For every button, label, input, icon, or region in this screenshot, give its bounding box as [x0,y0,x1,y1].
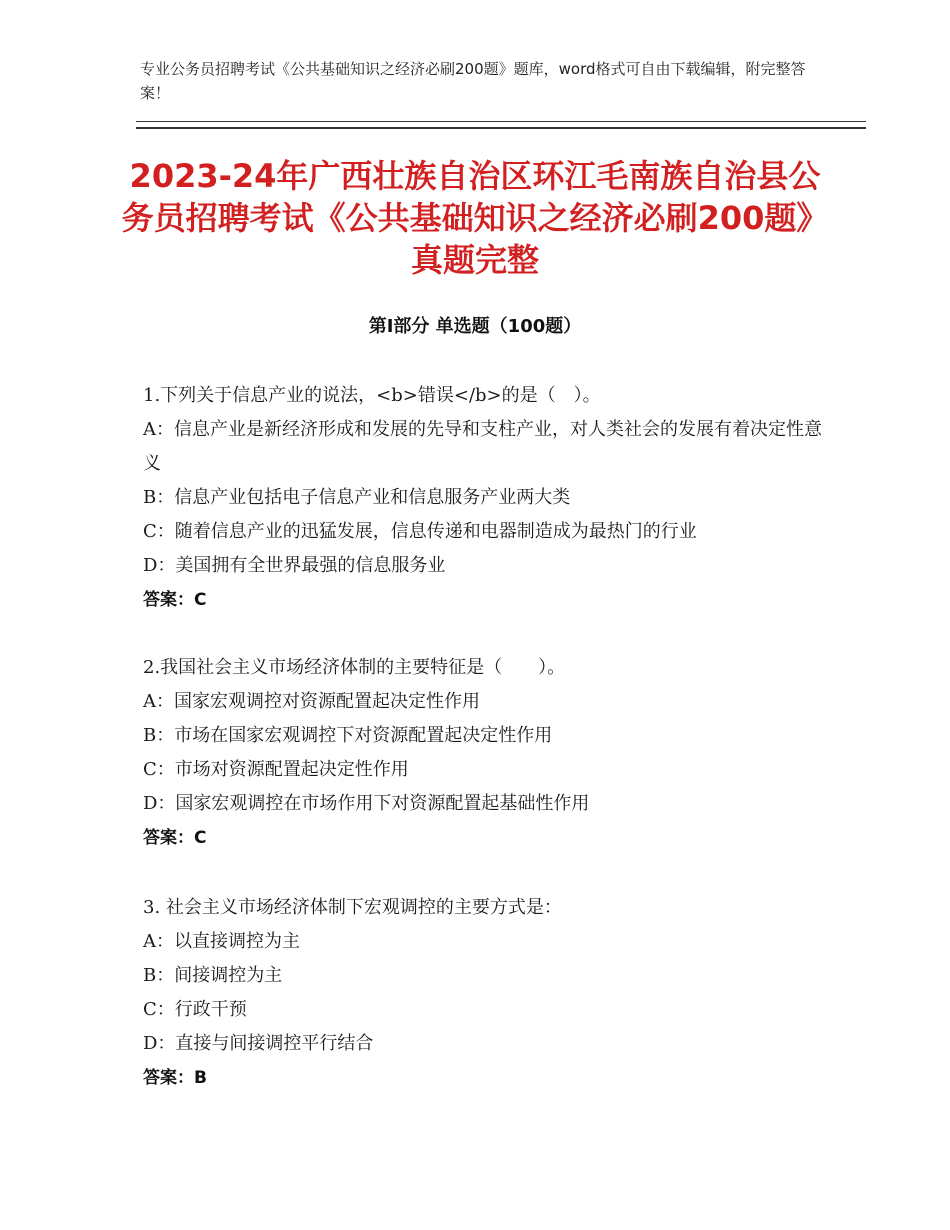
option-c: C：市场对资源配置起决定性作用 [143,759,409,780]
answer-label: 答案：B [143,1068,207,1088]
option-d: D：美国拥有全世界最强的信息服务业 [143,555,446,576]
header-note: 专业公务员招聘考试《公共基础知识之经济必刷200题》题库，word格式可自由下载编辑，附完整答案！ [140,60,806,102]
document-title: 2023-24年广西壮族自治区环江毛南族自治县公务员招聘考试《公共基础知识之经济必刷200题》真题完整 [121,157,829,279]
header-divider [136,121,866,129]
answer-label: 答案：C [143,828,207,848]
question-1 [143,379,823,617]
question-stem: 1.下列关于信息产业的说法，<b>错误</b>的是（ ）。 [143,385,601,406]
option-a: A：国家宏观调控对资源配置起决定性作用 [143,691,480,712]
question-stem: 3. 社会主义市场经济体制下宏观调控的主要方式是： [143,897,562,918]
option-c: C：行政干预 [143,999,247,1020]
answer-label: 答案：C [143,590,207,610]
option-a: A：以直接调控为主 [143,931,300,952]
section-heading: 第Ⅰ部分 单选题（100题） [368,316,582,337]
option-b: B：间接调控为主 [143,965,283,986]
option-b: B：信息产业包括电子信息产业和信息服务产业两大类 [143,487,571,508]
question-2 [143,651,823,855]
question-3 [143,891,823,1095]
option-d: D：国家宏观调控在市场作用下对资源配置起基础性作用 [143,793,590,814]
option-b: B：市场在国家宏观调控下对资源配置起决定性作用 [143,725,553,746]
option-c: C：随着信息产业的迅猛发展，信息传递和电器制造成为最热门的行业 [143,521,697,542]
question-stem: 2.我国社会主义市场经济体制的主要特征是（ ）。 [143,657,566,678]
option-a: A：信息产业是新经济形成和发展的先导和支柱产业，对人类社会的发展有着决定性意义 [143,419,822,474]
option-d: D：直接与间接调控平行结合 [143,1033,374,1054]
